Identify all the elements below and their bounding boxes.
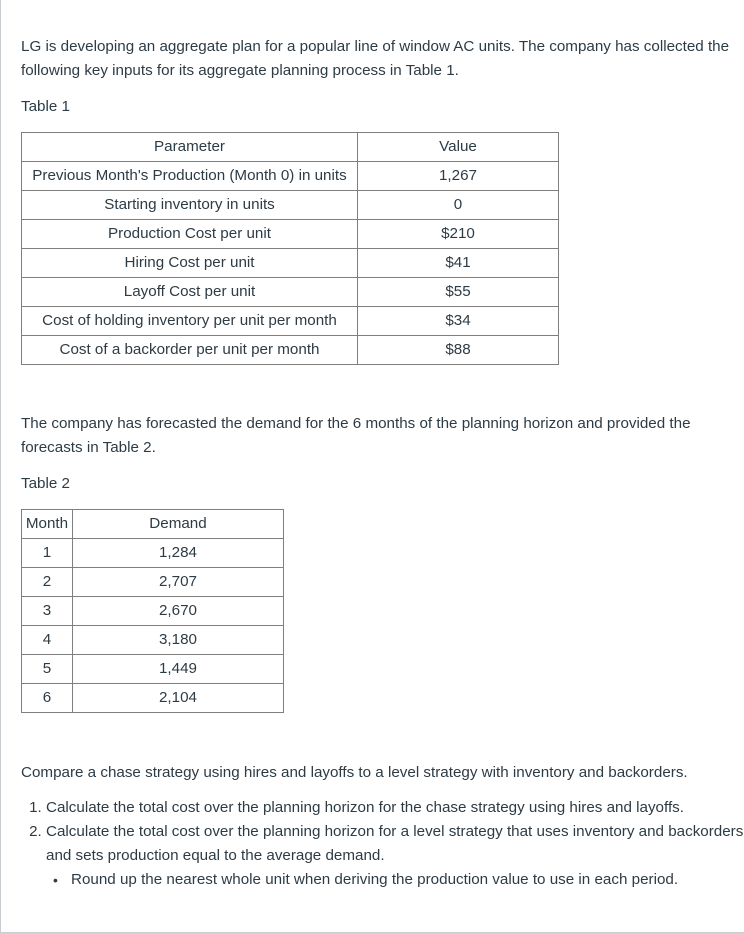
table2-caption: Table 2 xyxy=(21,475,70,492)
table1-header-value: Value xyxy=(358,133,559,162)
table-row xyxy=(22,336,559,365)
table2-cell-demand: 1,449 xyxy=(73,655,284,684)
table1-cell-value: $88 xyxy=(358,336,559,365)
table2-header-demand: Demand xyxy=(73,510,284,539)
table-row xyxy=(22,568,284,597)
question-2-text: Calculate the total cost over the planning horizon for a level strategy that uses inventory and backorders and sets production equal to the average demand. xyxy=(46,823,744,864)
table1-cell-parameter: Production Cost per unit xyxy=(22,220,358,249)
table1-cell-parameter: Starting inventory in units xyxy=(22,191,358,220)
table1-cell-value: 0 xyxy=(358,191,559,220)
table1-cell-parameter: Layoff Cost per unit xyxy=(22,278,358,307)
table1-header-row xyxy=(22,133,559,162)
table-row xyxy=(22,626,284,655)
table2-cell-demand: 2,104 xyxy=(73,684,284,713)
table1 xyxy=(21,132,559,365)
table-row xyxy=(22,191,559,220)
table-row xyxy=(22,162,559,191)
table1-cell-value: 1,267 xyxy=(358,162,559,191)
table1-cell-parameter: Cost of holding inventory per unit per month xyxy=(22,307,358,336)
table-row xyxy=(22,655,284,684)
table2-cell-month: 4 xyxy=(22,626,73,655)
table1-cell-value: $41 xyxy=(358,249,559,278)
table-row xyxy=(22,307,559,336)
sub-bullet-list xyxy=(46,868,744,892)
list-item xyxy=(46,820,744,892)
question-1-text: Calculate the total cost over the planning horizon for the chase strategy using hires and layoffs. xyxy=(46,799,684,816)
table1-cell-parameter: Hiring Cost per unit xyxy=(22,249,358,278)
sub-bullet-text: Round up the nearest whole unit when deriving the production value to use in each period. xyxy=(71,871,679,888)
forecast-paragraph: The company has forecasted the demand for the 6 months of the planning horizon and provided the forecasts in Table 2. xyxy=(21,415,691,456)
table2-cell-month: 3 xyxy=(22,597,73,626)
table1-cell-value: $55 xyxy=(358,278,559,307)
table-row xyxy=(22,278,559,307)
list-item xyxy=(53,868,744,892)
table1-cell-parameter: Cost of a backorder per unit per month xyxy=(22,336,358,365)
table-row xyxy=(22,249,559,278)
table2-cell-demand: 3,180 xyxy=(73,626,284,655)
table1-cell-value: $210 xyxy=(358,220,559,249)
table2-header-row xyxy=(22,510,284,539)
table-row xyxy=(22,539,284,568)
table2-header-month: Month xyxy=(22,510,73,539)
intro-paragraph: LG is developing an aggregate plan for a popular line of window AC units. The company has collected the following key inputs for its aggregate planning process in Table 1. xyxy=(21,38,730,79)
compare-paragraph: Compare a chase strategy using hires and layoffs to a level strategy with inventory and backorders. xyxy=(21,764,688,781)
table2-cell-demand: 2,707 xyxy=(73,568,284,597)
table2-cell-month: 5 xyxy=(22,655,73,684)
table2-cell-month: 6 xyxy=(22,684,73,713)
list-item xyxy=(46,796,744,820)
table-row xyxy=(22,684,284,713)
table2-cell-month: 1 xyxy=(22,539,73,568)
bullet-icon: • xyxy=(53,872,58,888)
table1-cell-parameter: Previous Month's Production (Month 0) in units xyxy=(22,162,358,191)
table1-cell-value: $34 xyxy=(358,307,559,336)
table1-header-parameter: Parameter xyxy=(22,133,358,162)
table2 xyxy=(21,509,284,713)
table1-caption: Table 1 xyxy=(21,98,70,115)
table2-cell-month: 2 xyxy=(22,568,73,597)
table-row xyxy=(22,597,284,626)
question-list xyxy=(21,796,744,892)
table-row xyxy=(22,220,559,249)
table2-cell-demand: 1,284 xyxy=(73,539,284,568)
table2-cell-demand: 2,670 xyxy=(73,597,284,626)
